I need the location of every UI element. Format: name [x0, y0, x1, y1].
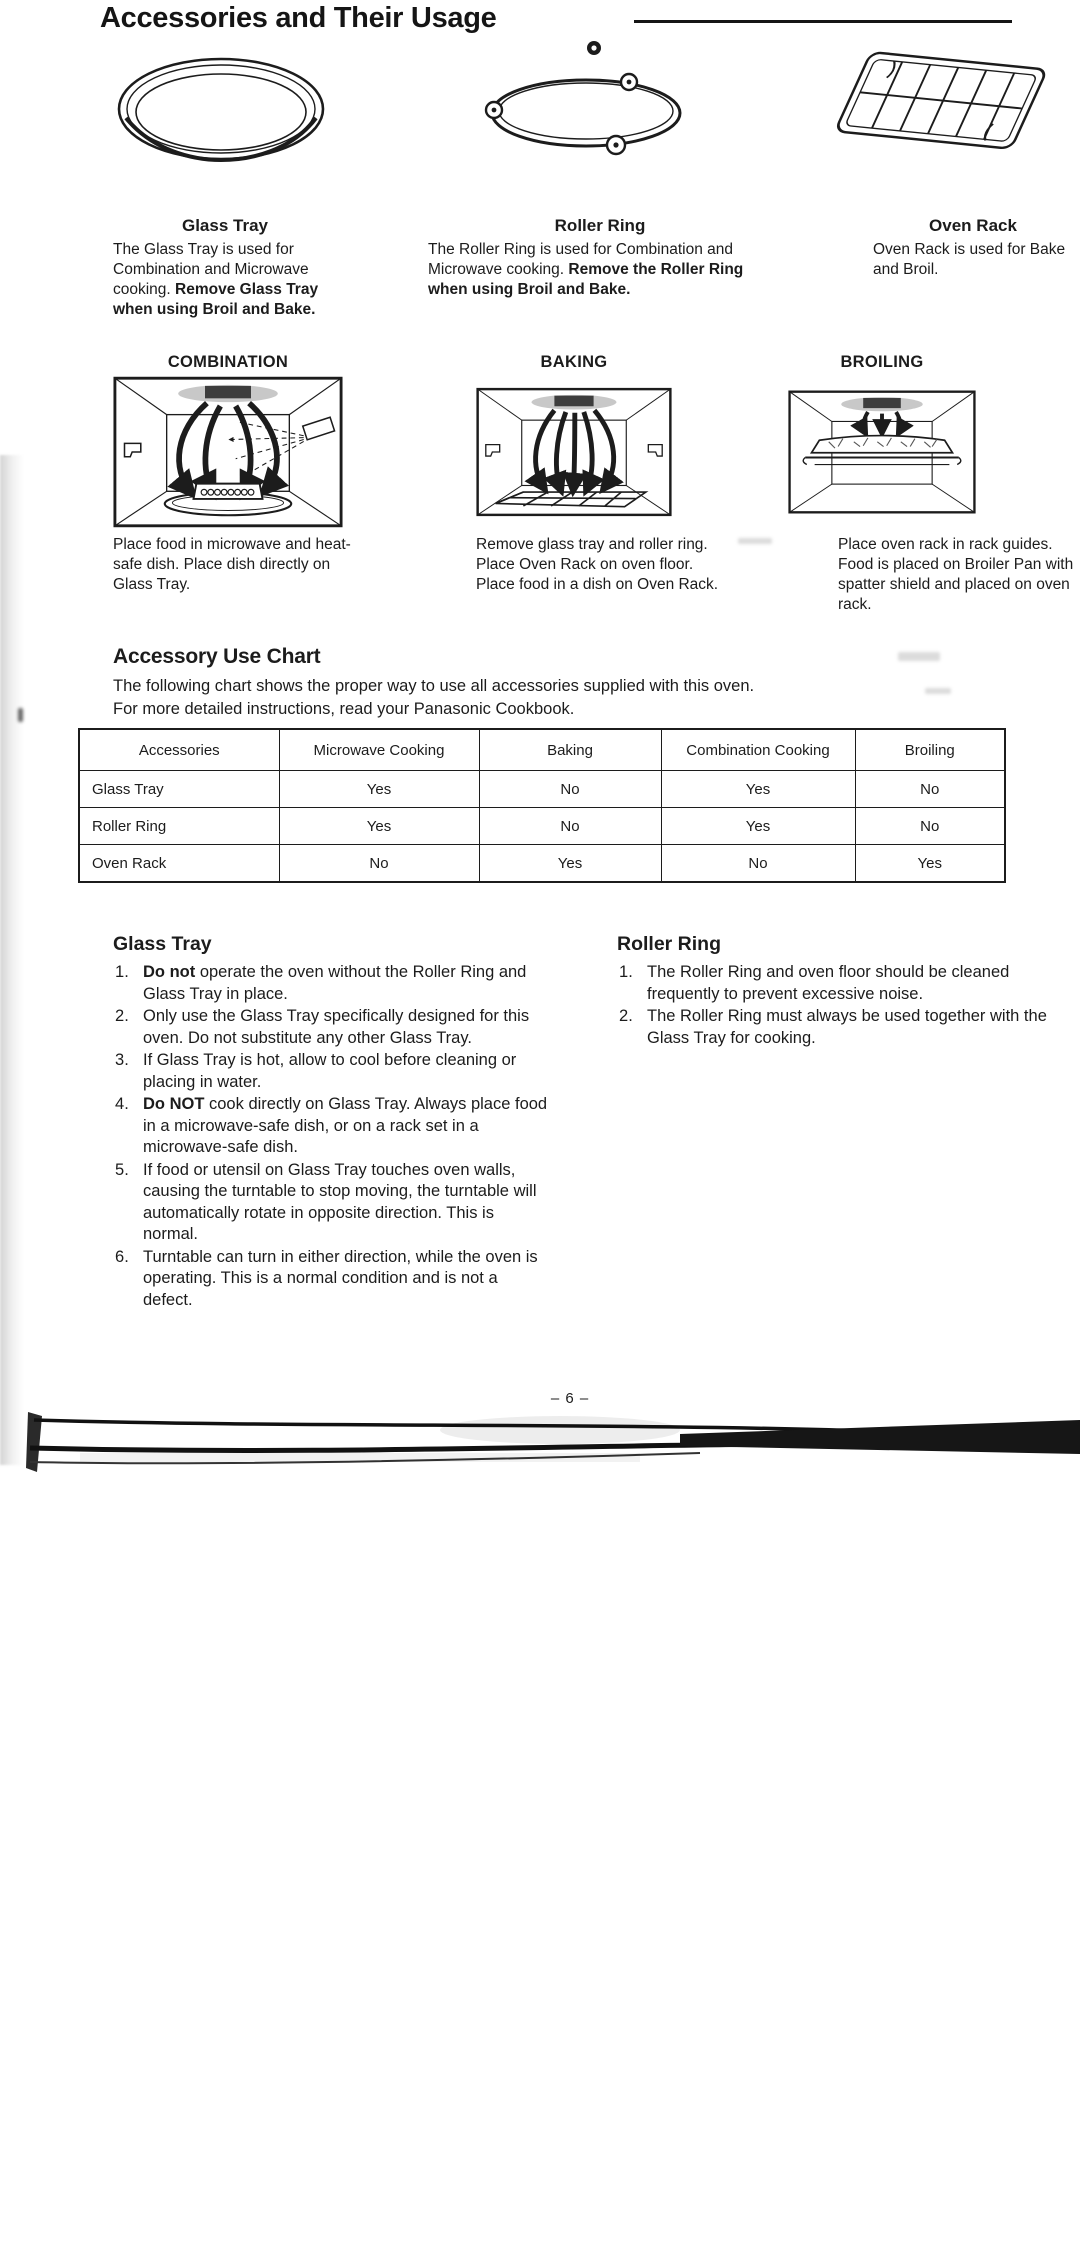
list-item: Turntable can turn in either direction, while the oven is operating. This is a normal condition and is not a defect. [143, 1247, 538, 1309]
roller-wheel [607, 136, 625, 154]
cell-accessory: Oven Rack [79, 845, 279, 883]
roller-wheel [486, 102, 502, 118]
cell-value: Yes [279, 771, 479, 808]
scan-artifact-left-edge [0, 455, 24, 1465]
broiler-pan [803, 436, 961, 465]
cell-value: No [855, 808, 1005, 845]
table-row [79, 808, 1005, 845]
glass-tray-heading: Glass Tray [181, 216, 268, 235]
list-item: Do not operate the oven without the Roller Ring and Glass Tray in place. [143, 963, 527, 1003]
broiling-heading: BROILING [840, 353, 924, 371]
baking-heading: BAKING [540, 353, 608, 371]
cell-value: Yes [479, 845, 661, 883]
broiling-caption: Place oven rack in rack guides. Food is placed on Broiler Pan with spatter shield and placed on oven rack. [838, 536, 1074, 613]
page-number: – 6 – [550, 1390, 590, 1407]
col-header-combination: Combination Cooking [661, 729, 855, 771]
combination-diagram [113, 376, 343, 528]
glass-tray-illustration [112, 52, 330, 170]
cell-value: No [479, 771, 661, 808]
baking-caption: Remove glass tray and roller ring. Place Oven Rack on oven floor. Place food in a dish on Oven Rack. [476, 536, 719, 593]
cell-value: No [479, 808, 661, 845]
title-rule [634, 20, 1012, 23]
cell-value: Yes [855, 845, 1005, 883]
glass-tray-instructions [113, 962, 551, 1311]
col-header-microwave: Microwave Cooking [279, 729, 479, 771]
roller-ring-section-heading: Roller Ring [617, 933, 722, 955]
baking-diagram [476, 376, 672, 528]
roller-ring-instructions [617, 962, 1067, 1049]
scan-smudge [738, 538, 772, 544]
oven-rack-illustration [832, 48, 1062, 152]
list-item: Do NOT cook directly on Glass Tray. Always place food in a microwave-safe dish, or on a rack set in a microwave-safe dish. [143, 1095, 548, 1156]
list-item: Only use the Glass Tray specifically designed for this oven. Do not substitute any other Glass Tray. [143, 1007, 530, 1047]
table-header-row [79, 729, 1005, 771]
scan-smudge [898, 652, 940, 661]
list-item: The Roller Ring must always be used together with the Glass Tray for cooking. [647, 1007, 1047, 1047]
col-header-accessories: Accessories [79, 729, 279, 771]
cell-value: No [855, 771, 1005, 808]
cell-value: No [661, 845, 855, 883]
cell-accessory: Roller Ring [79, 808, 279, 845]
scan-smudge [925, 688, 951, 694]
oven-rack-on-floor [496, 492, 646, 507]
broiling-diagram [788, 376, 976, 528]
cell-value: No [279, 845, 479, 883]
glass-tray-section [113, 933, 551, 1312]
glass-tray-description: The Glass Tray is used for Combination and Microwave cooking. Remove Glass Tray when using Broil and Bake. [113, 241, 319, 318]
scan-artifact-speck [18, 708, 23, 722]
use-chart-heading: Accessory Use Chart [113, 645, 321, 668]
roller-ring-heading: Roller Ring [554, 216, 646, 235]
scan-artifact-bottom-band [0, 1398, 1080, 1488]
roller-wheel [621, 74, 637, 90]
roller-ring-illustration [478, 38, 702, 166]
use-chart-intro-line1: The following chart shows the proper way to use all accessories supplied with this oven. [113, 677, 755, 695]
table-row [79, 771, 1005, 808]
table-row [79, 845, 1005, 883]
combination-heading: COMBINATION [167, 353, 289, 371]
oven-rack-heading: Oven Rack [929, 216, 1017, 235]
col-header-baking: Baking [479, 729, 661, 771]
cell-accessory: Glass Tray [79, 771, 279, 808]
col-header-broiling: Broiling [855, 729, 1005, 771]
cell-value: Yes [279, 808, 479, 845]
accessory-use-table [78, 728, 1006, 883]
use-chart-intro [113, 675, 913, 721]
list-item: If Glass Tray is hot, allow to cool before cleaning or placing in water. [143, 1051, 517, 1091]
list-item: The Roller Ring and oven floor should be cleaned frequently to prevent excessive noise. [647, 963, 1010, 1003]
oven-rack-description: Oven Rack is used for Bake and Broil. [873, 241, 1066, 278]
cell-value: Yes [661, 771, 855, 808]
cell-value: Yes [661, 808, 855, 845]
roller-ring-section [617, 933, 1067, 1050]
use-chart-intro-line2: For more detailed instructions, read your Panasonic Cookbook. [113, 700, 575, 718]
list-item: If food or utensil on Glass Tray touches oven walls, causing the turntable to stop moving, the turntable will automatically rotate in opposite direction. This is normal. [143, 1160, 537, 1243]
roller-ring-description: The Roller Ring is used for Combination and Microwave cooking. Remove the Roller Ring when using Broil and Bake. [428, 241, 744, 298]
glass-tray-section-heading: Glass Tray [113, 933, 212, 955]
combination-caption: Place food in microwave and heat-safe dish. Place dish directly on Glass Tray. [113, 536, 351, 593]
page-title: Accessories and Their Usage [100, 2, 497, 34]
